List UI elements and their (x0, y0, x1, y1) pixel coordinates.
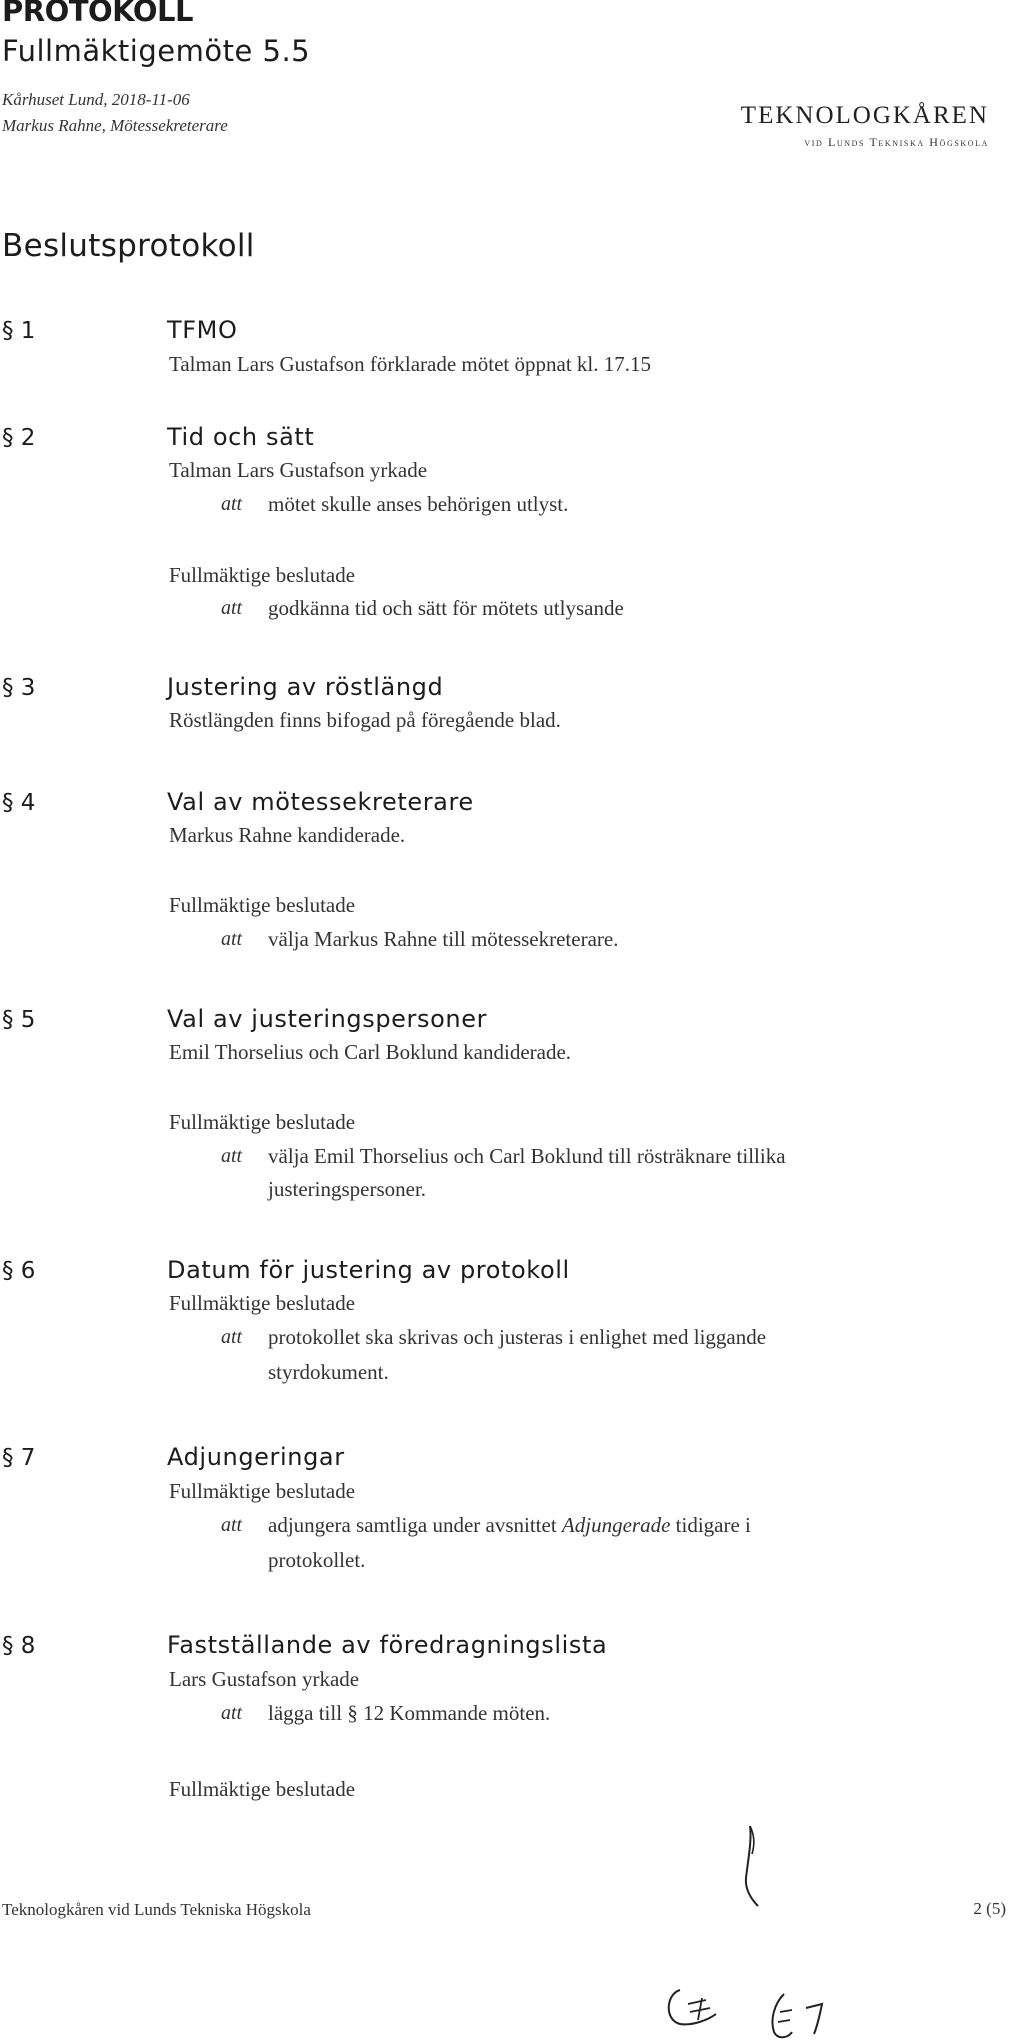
paragraph-text: Talman Lars Gustafson yrkade (169, 458, 428, 482)
paragraph-title: Fastställande av föredragningslista (167, 1631, 608, 1659)
motion-text-part: adjungera samtliga under avsnittet (268, 1513, 562, 1537)
document-title: PROTOKOLL (2, 0, 193, 28)
decision-text: Fullmäktige beslutade (169, 1291, 356, 1315)
att-label: att (221, 1145, 243, 1167)
paragraph-text: Lars Gustafson yrkade (169, 1667, 360, 1691)
decision-text: Fullmäktige beslutade (169, 1777, 356, 1801)
paragraph-text: Röstlängden finns bifogad på föregående blad. (169, 708, 561, 732)
paragraph-title: Val av mötessekreterare (167, 788, 474, 816)
paragraph-number: § 8 (2, 1633, 36, 1659)
att-label: att (221, 597, 243, 619)
decision-text: Fullmäktige beslutade (169, 1110, 356, 1134)
paragraph-text: Talman Lars Gustafson förklarade mötet öppnat kl. 17.15 (169, 352, 651, 376)
motion-emphasis: Adjungerade (561, 1513, 671, 1537)
decision-motion-text (268, 1513, 751, 1538)
page-number: 2 (5) (973, 1899, 1006, 1918)
decision-motion-text: styrdokument. (268, 1360, 389, 1384)
motion-text: lägga till § 12 Kommande möten. (268, 1701, 551, 1725)
org-logo-subtitle: vid Lunds Tekniska Högskola (804, 135, 989, 149)
decision-text: Fullmäktige beslutade (169, 563, 356, 587)
decision-motion-text: välja Markus Rahne till mötessekreterare. (268, 927, 619, 951)
decision-motion-text: godkänna tid och sätt för mötets utlysande (268, 596, 624, 620)
meeting-secretary: Markus Rahne, Mötessekreterare (2, 116, 228, 135)
paragraph-number: § 2 (2, 425, 36, 451)
decision-text: Fullmäktige beslutade (169, 893, 356, 917)
paragraph-title: Datum för justering av protokoll (167, 1256, 570, 1284)
paragraph-number: § 6 (2, 1258, 36, 1284)
signature-mark (728, 1820, 778, 1910)
paragraph-text: Emil Thorselius och Carl Boklund kandiderade. (169, 1040, 572, 1064)
paragraph-title: TFMO (167, 316, 238, 344)
paragraph-number: § 5 (2, 1007, 36, 1033)
paragraph-text: Markus Rahne kandiderade. (169, 823, 406, 847)
motion-text: mötet skulle anses behörigen utlyst. (268, 492, 569, 516)
decision-text: Fullmäktige beslutade (169, 1479, 356, 1503)
att-label: att (221, 493, 243, 515)
paragraph-title: Adjungeringar (167, 1443, 345, 1471)
signature-initials (658, 1980, 738, 2035)
meeting-place-date: Kårhuset Lund, 2018-11-06 (2, 90, 190, 109)
paragraph-title: Tid och sätt (167, 423, 315, 451)
paragraph-number: § 7 (2, 1445, 36, 1471)
footer-organization: Teknologkåren vid Lunds Tekniska Högskola (2, 1900, 311, 1919)
att-label: att (221, 1326, 243, 1348)
decision-motion-text: protokollet. (268, 1548, 366, 1572)
org-logo-name: TEKNOLOGKÅREN (740, 102, 989, 129)
att-label: att (221, 1514, 243, 1536)
decision-motion-text: protokollet ska skrivas och justeras i enlighet med liggande (268, 1325, 767, 1349)
paragraph-title: Val av justeringspersoner (167, 1005, 488, 1033)
att-label: att (221, 1702, 243, 1724)
paragraph-number: § 3 (2, 675, 36, 701)
paragraph-title: Justering av röstlängd (167, 673, 444, 701)
paragraph-number: § 4 (2, 790, 36, 816)
decision-motion-text: justeringspersoner. (268, 1177, 427, 1201)
paragraph-number: § 1 (2, 318, 36, 344)
motion-text-part: tidigare i (670, 1513, 751, 1537)
decision-motion-text: välja Emil Thorselius och Carl Boklund till rösträknare tillika (268, 1144, 786, 1168)
signature-initials (762, 1988, 842, 2043)
document-subtitle: Fullmäktigemöte 5.5 (2, 34, 311, 68)
att-label: att (221, 928, 243, 950)
page-heading: Beslutsprotokoll (2, 228, 255, 264)
